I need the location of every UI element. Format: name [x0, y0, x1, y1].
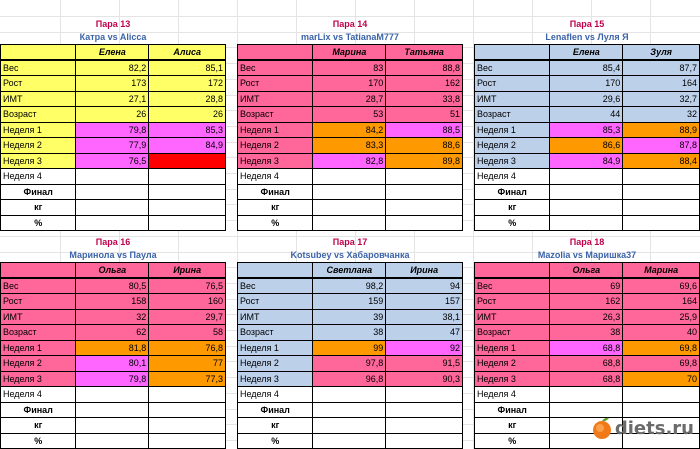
value-cell: [623, 215, 700, 231]
value-cell: 89,8: [386, 153, 463, 169]
value-cell: 170: [550, 76, 623, 92]
table-row: [1, 76, 226, 92]
value-cell: [386, 402, 463, 418]
value-cell: 39: [313, 309, 386, 325]
value-cell: [623, 200, 700, 216]
row-label: Финал: [475, 402, 550, 418]
value-cell: 97,8: [313, 356, 386, 372]
table-row: [238, 325, 463, 341]
value-cell: [149, 153, 226, 169]
table-row: [475, 371, 700, 387]
value-cell: 173: [76, 76, 149, 92]
participant-name: Ольга: [550, 263, 623, 279]
table-row: [238, 309, 463, 325]
row-label: Неделя 4: [475, 387, 550, 403]
row-label: Неделя 3: [1, 153, 76, 169]
value-cell: [149, 418, 226, 434]
row-label: Неделя 3: [475, 153, 550, 169]
value-cell: [313, 402, 386, 418]
value-cell: 90,3: [386, 371, 463, 387]
value-cell: 32: [623, 107, 700, 123]
value-cell: 33,8: [386, 91, 463, 107]
row-label: Неделя 3: [238, 153, 313, 169]
row-label: кг: [238, 200, 313, 216]
row-label: Рост: [1, 76, 76, 92]
header-corner: [1, 45, 76, 61]
value-cell: 68,8: [550, 356, 623, 372]
value-cell: [550, 169, 623, 185]
header-corner: [238, 263, 313, 279]
value-cell: [313, 433, 386, 449]
value-cell: 28,7: [313, 91, 386, 107]
table-row: [475, 107, 700, 123]
value-cell: 38: [550, 325, 623, 341]
pair-vs-title: Маринола vs Паула: [69, 250, 157, 260]
table-row: [238, 402, 463, 418]
participant-name: Алиса: [149, 45, 226, 61]
value-cell: 82,2: [76, 60, 149, 76]
row-label: ИМТ: [1, 91, 76, 107]
value-cell: 83,3: [313, 138, 386, 154]
header-row: [475, 45, 700, 61]
row-label: Неделя 2: [1, 138, 76, 154]
value-cell: [76, 215, 149, 231]
value-cell: 26,3: [550, 309, 623, 325]
row-label: Неделя 1: [238, 122, 313, 138]
value-cell: 53: [313, 107, 386, 123]
value-cell: 62: [76, 325, 149, 341]
header-corner: [238, 45, 313, 61]
table-row: [1, 294, 226, 310]
value-cell: 91,5: [386, 356, 463, 372]
pair-table: [237, 44, 463, 231]
row-label: Рост: [238, 76, 313, 92]
pair-table: [0, 44, 226, 231]
table-row: [238, 76, 463, 92]
table-row: [1, 60, 226, 76]
participant-name: Елена: [76, 45, 149, 61]
value-cell: 80,1: [76, 356, 149, 372]
value-cell: 84,9: [550, 153, 623, 169]
table-row: [475, 215, 700, 231]
row-label: Рост: [1, 294, 76, 310]
value-cell: 164: [623, 294, 700, 310]
row-label: Вес: [1, 60, 76, 76]
value-cell: [623, 184, 700, 200]
row-label: Неделя 2: [238, 356, 313, 372]
row-label: Неделя 4: [1, 169, 76, 185]
table-row: [1, 169, 226, 185]
pair-title: Пара 16: [95, 237, 131, 247]
table-row: [238, 294, 463, 310]
table-row: [1, 215, 226, 231]
table-row: [1, 138, 226, 154]
value-cell: 85,3: [149, 122, 226, 138]
row-label: Неделя 3: [1, 371, 76, 387]
row-label: Неделя 4: [1, 387, 76, 403]
value-cell: 76,8: [149, 340, 226, 356]
pair-title: Пара 13: [95, 19, 131, 29]
row-label: Финал: [238, 402, 313, 418]
value-cell: 83: [313, 60, 386, 76]
value-cell: [386, 433, 463, 449]
table-row: [1, 340, 226, 356]
pair-table: [474, 44, 700, 231]
row-label: %: [1, 433, 76, 449]
header-corner: [475, 45, 550, 61]
value-cell: 98,2: [313, 278, 386, 294]
value-cell: [623, 387, 700, 403]
table-row: [1, 278, 226, 294]
row-label: Финал: [238, 184, 313, 200]
value-cell: [386, 418, 463, 434]
value-cell: 88,8: [386, 60, 463, 76]
value-cell: [149, 200, 226, 216]
value-cell: [313, 215, 386, 231]
row-label: ИМТ: [238, 91, 313, 107]
row-label: Вес: [238, 60, 313, 76]
row-label: Рост: [475, 294, 550, 310]
table-row: [475, 184, 700, 200]
value-cell: [76, 402, 149, 418]
table-row: [475, 91, 700, 107]
table-row: [238, 60, 463, 76]
value-cell: [386, 200, 463, 216]
value-cell: [550, 200, 623, 216]
value-cell: 80,5: [76, 278, 149, 294]
table-row: [1, 325, 226, 341]
table-row: [1, 122, 226, 138]
row-label: %: [238, 433, 313, 449]
table-row: [238, 371, 463, 387]
row-label: Возраст: [1, 107, 76, 123]
row-label: Вес: [475, 278, 550, 294]
pair-title: Пара 14: [332, 19, 368, 29]
table-row: [1, 433, 226, 449]
table-row: [475, 122, 700, 138]
value-cell: 172: [149, 76, 226, 92]
header-corner: [475, 263, 550, 279]
table-row: [475, 153, 700, 169]
value-cell: 68,8: [550, 371, 623, 387]
row-label: Неделя 3: [475, 371, 550, 387]
table-row: [1, 356, 226, 372]
row-label: Возраст: [238, 325, 313, 341]
pair-title: Пара 18: [569, 237, 605, 247]
table-row: [1, 91, 226, 107]
value-cell: 26: [76, 107, 149, 123]
table-row: [238, 433, 463, 449]
value-cell: [76, 200, 149, 216]
value-cell: [149, 184, 226, 200]
pair-title: Пара 15: [569, 19, 605, 29]
value-cell: 87,7: [623, 60, 700, 76]
value-cell: [76, 184, 149, 200]
row-label: Неделя 4: [475, 169, 550, 185]
table-row: [238, 340, 463, 356]
value-cell: 162: [550, 294, 623, 310]
value-cell: [550, 184, 623, 200]
value-cell: 69: [550, 278, 623, 294]
table-row: [1, 309, 226, 325]
pair-vs-title: Mazolia vs Маришка37: [537, 250, 637, 260]
participant-name: Татьяна: [386, 45, 463, 61]
table-row: [475, 200, 700, 216]
value-cell: [149, 433, 226, 449]
table-row: [475, 138, 700, 154]
pair-table: [237, 262, 463, 449]
value-cell: 76,5: [149, 278, 226, 294]
table-row: [475, 325, 700, 341]
value-cell: 160: [149, 294, 226, 310]
value-cell: [149, 402, 226, 418]
row-label: ИМТ: [1, 309, 76, 325]
apple-logo-icon: [589, 415, 615, 441]
row-label: кг: [475, 200, 550, 216]
row-label: %: [475, 215, 550, 231]
table-row: [238, 215, 463, 231]
table-row: [475, 294, 700, 310]
value-cell: 47: [386, 325, 463, 341]
header-row: [1, 263, 226, 279]
table-row: [475, 340, 700, 356]
value-cell: 157: [386, 294, 463, 310]
value-cell: [550, 215, 623, 231]
value-cell: 164: [623, 76, 700, 92]
value-cell: 88,4: [623, 153, 700, 169]
value-cell: 32,7: [623, 91, 700, 107]
value-cell: 25,9: [623, 309, 700, 325]
value-cell: 84,9: [149, 138, 226, 154]
value-cell: 77,3: [149, 371, 226, 387]
value-cell: [149, 215, 226, 231]
value-cell: 159: [313, 294, 386, 310]
value-cell: [313, 418, 386, 434]
value-cell: 79,8: [76, 122, 149, 138]
table-row: [238, 107, 463, 123]
table-row: [1, 107, 226, 123]
value-cell: 96,8: [313, 371, 386, 387]
participant-name: Ирина: [386, 263, 463, 279]
value-cell: 27,1: [76, 91, 149, 107]
row-label: ИМТ: [475, 309, 550, 325]
value-cell: [386, 387, 463, 403]
row-label: Вес: [475, 60, 550, 76]
table-row: [1, 153, 226, 169]
value-cell: [386, 169, 463, 185]
value-cell: 158: [76, 294, 149, 310]
site-logo: [589, 413, 694, 443]
table-row: [1, 200, 226, 216]
pair-table: [0, 262, 226, 449]
value-cell: [76, 433, 149, 449]
row-label: Неделя 2: [1, 356, 76, 372]
value-cell: 58: [149, 325, 226, 341]
row-label: Возраст: [1, 325, 76, 341]
value-cell: 77,9: [76, 138, 149, 154]
value-cell: 94: [386, 278, 463, 294]
value-cell: 29,7: [149, 309, 226, 325]
row-label: Неделя 1: [238, 340, 313, 356]
value-cell: [76, 418, 149, 434]
value-cell: 88,6: [386, 138, 463, 154]
participant-name: Ольга: [76, 263, 149, 279]
value-cell: [386, 184, 463, 200]
table-row: [238, 200, 463, 216]
table-row: [238, 418, 463, 434]
header-row: [238, 45, 463, 61]
table-row: [238, 122, 463, 138]
row-label: Неделя 2: [475, 356, 550, 372]
value-cell: 79,8: [76, 371, 149, 387]
logo-text: diets.ru: [614, 417, 694, 439]
row-label: ИМТ: [238, 309, 313, 325]
value-cell: 70: [623, 371, 700, 387]
row-label: Рост: [238, 294, 313, 310]
value-cell: 69,8: [623, 340, 700, 356]
value-cell: 69,8: [623, 356, 700, 372]
value-cell: 85,4: [550, 60, 623, 76]
row-label: Неделя 1: [475, 122, 550, 138]
row-label: кг: [238, 418, 313, 434]
table-row: [238, 184, 463, 200]
table-row: [1, 184, 226, 200]
value-cell: 85,3: [550, 122, 623, 138]
value-cell: 38: [313, 325, 386, 341]
row-label: %: [238, 215, 313, 231]
value-cell: [550, 387, 623, 403]
value-cell: 26: [149, 107, 226, 123]
table-row: [475, 76, 700, 92]
value-cell: 81,8: [76, 340, 149, 356]
row-label: Вес: [238, 278, 313, 294]
value-cell: 68,8: [550, 340, 623, 356]
value-cell: 76,5: [76, 153, 149, 169]
row-label: Финал: [1, 184, 76, 200]
value-cell: 29,6: [550, 91, 623, 107]
table-row: [1, 387, 226, 403]
row-label: Неделя 1: [1, 340, 76, 356]
value-cell: [313, 184, 386, 200]
value-cell: 85,1: [149, 60, 226, 76]
value-cell: 162: [386, 76, 463, 92]
value-cell: [386, 215, 463, 231]
table-row: [475, 60, 700, 76]
value-cell: 28,8: [149, 91, 226, 107]
header-row: [238, 263, 463, 279]
table-row: [238, 278, 463, 294]
pair-vs-title: Lenaflen vs Луля Я: [545, 32, 629, 42]
row-label: кг: [1, 418, 76, 434]
value-cell: [313, 169, 386, 185]
value-cell: 44: [550, 107, 623, 123]
table-row: [238, 153, 463, 169]
value-cell: [149, 169, 226, 185]
value-cell: [149, 387, 226, 403]
row-label: %: [1, 215, 76, 231]
header-corner: [1, 263, 76, 279]
participant-name: Зуля: [623, 45, 700, 61]
row-label: %: [475, 433, 550, 449]
value-cell: 86,6: [550, 138, 623, 154]
participant-name: Ирина: [149, 263, 226, 279]
value-cell: 87,8: [623, 138, 700, 154]
table-row: [475, 309, 700, 325]
table-row: [475, 356, 700, 372]
participant-name: Марина: [313, 45, 386, 61]
value-cell: 82,8: [313, 153, 386, 169]
row-label: Вес: [1, 278, 76, 294]
row-label: Неделя 4: [238, 387, 313, 403]
pair-title: Пара 17: [332, 237, 368, 247]
row-label: ИМТ: [475, 91, 550, 107]
row-label: Возраст: [475, 107, 550, 123]
row-label: Неделя 2: [238, 138, 313, 154]
table-row: [238, 138, 463, 154]
value-cell: 88,9: [623, 122, 700, 138]
table-row: [238, 356, 463, 372]
value-cell: 32: [76, 309, 149, 325]
table-row: [238, 91, 463, 107]
pair-vs-title: Катра vs Alicca: [79, 32, 147, 42]
header-row: [1, 45, 226, 61]
value-cell: [76, 387, 149, 403]
value-cell: 88,5: [386, 122, 463, 138]
row-label: Возраст: [238, 107, 313, 123]
table-row: [475, 278, 700, 294]
row-label: Неделя 4: [238, 169, 313, 185]
value-cell: [313, 387, 386, 403]
participant-name: Елена: [550, 45, 623, 61]
table-row: [1, 371, 226, 387]
row-label: Неделя 1: [1, 122, 76, 138]
pair-vs-title: Kotsubey vs Хабаровчанка: [290, 250, 410, 260]
participant-name: Марина: [623, 263, 700, 279]
row-label: Финал: [1, 402, 76, 418]
row-label: Возраст: [475, 325, 550, 341]
table-row: [475, 169, 700, 185]
table-row: [238, 169, 463, 185]
row-label: кг: [475, 418, 550, 434]
value-cell: [313, 200, 386, 216]
row-label: кг: [1, 200, 76, 216]
row-label: Неделя 2: [475, 138, 550, 154]
row-label: Неделя 3: [238, 371, 313, 387]
value-cell: 40: [623, 325, 700, 341]
header-row: [475, 263, 700, 279]
value-cell: 51: [386, 107, 463, 123]
participant-name: Светлана: [313, 263, 386, 279]
table-row: [475, 387, 700, 403]
table-row: [1, 418, 226, 434]
value-cell: 69,6: [623, 278, 700, 294]
value-cell: 38,1: [386, 309, 463, 325]
row-label: Финал: [475, 184, 550, 200]
value-cell: 170: [313, 76, 386, 92]
pair-vs-title: marLix vs TatianaM777: [301, 32, 399, 42]
value-cell: [76, 169, 149, 185]
value-cell: 92: [386, 340, 463, 356]
row-label: Неделя 1: [475, 340, 550, 356]
table-row: [1, 402, 226, 418]
value-cell: [623, 169, 700, 185]
value-cell: 99: [313, 340, 386, 356]
row-label: Рост: [475, 76, 550, 92]
value-cell: 77: [149, 356, 226, 372]
value-cell: 84,2: [313, 122, 386, 138]
table-row: [238, 387, 463, 403]
